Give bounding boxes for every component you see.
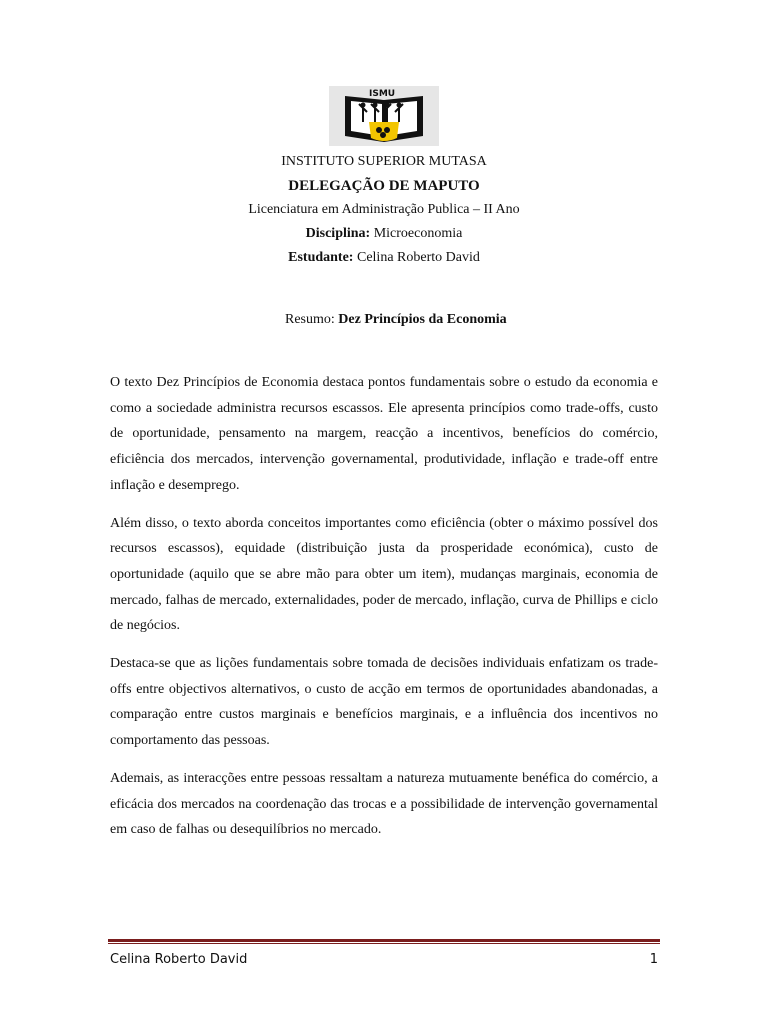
paragraph-4: Ademais, as interacções entre pessoas ressaltam a natureza mutuamente benéfica do comércio, a eficácia dos mercados na coordenação das trocas e a possibilidade de intervenção governamental em caso de falhas ou desequilíbrios no mercado. (110, 770, 658, 838)
footer-divider (108, 939, 660, 944)
summary-body (110, 370, 658, 855)
footer-author: Celina Roberto David (110, 952, 248, 967)
summary-heading (285, 312, 507, 328)
summary-label: Resumo: (285, 312, 335, 327)
student-label: Estudante: (288, 250, 354, 265)
ismu-emblem-icon (329, 86, 439, 146)
subject-line (0, 224, 768, 244)
paragraph-1: O texto Dez Princípios de Economia destaca pontos fundamentais sobre o estudo da economia e como a sociedade administra recursos escassos. Ele apresenta princípios como trade-offs, custo de oportunidade, pensamento na margem, reacção a incentivos, benefícios do comércio, eficiência dos mercados, intervenção governamental, produtividade, inflação e trade-off entre inflação e desemprego. (110, 375, 658, 493)
svg-text:ISMU: ISMU (369, 89, 396, 99)
paragraph-2: Além disso, o texto aborda conceitos importantes como eficiência (obter o máximo possível dos recursos escassos), equidade (distribuição justa da prosperidade económica), custo de oportunidade (aquilo que se abre mão para obter um item), mudanças marginais, economia de mercado, falhas de mercado, externalidades, poder de mercado, inflação, curva de Phillips e ciclo de negócios. (110, 515, 658, 634)
institute-name: INSTITUTO SUPERIOR MUTASA (281, 154, 487, 169)
delegation-name: DELEGAÇÃO DE MAPUTO (288, 178, 480, 194)
student-line (0, 248, 768, 268)
subject-label: Disciplina: (305, 226, 371, 241)
paragraph-3: Destaca-se que as lições fundamentais sobre tomada de decisões individuais enfatizam os trade-offs entre objectivos alternativos, o custo de acção em termos de oportunidades abandonadas, a comparação entre custos marginais e benefícios marginais, e a influência dos incentivos no comportamento das pessoas. (110, 656, 658, 749)
ismu-logo (329, 86, 439, 146)
document-header (0, 152, 768, 272)
page-number: 1 (649, 952, 658, 967)
subject-value: Microeconomia (373, 226, 463, 241)
student-value: Celina Roberto David (356, 250, 480, 265)
summary-title: Dez Princípios da Economia (338, 312, 507, 327)
course-name: Licenciatura em Administração Publica – II Ano (248, 202, 520, 217)
